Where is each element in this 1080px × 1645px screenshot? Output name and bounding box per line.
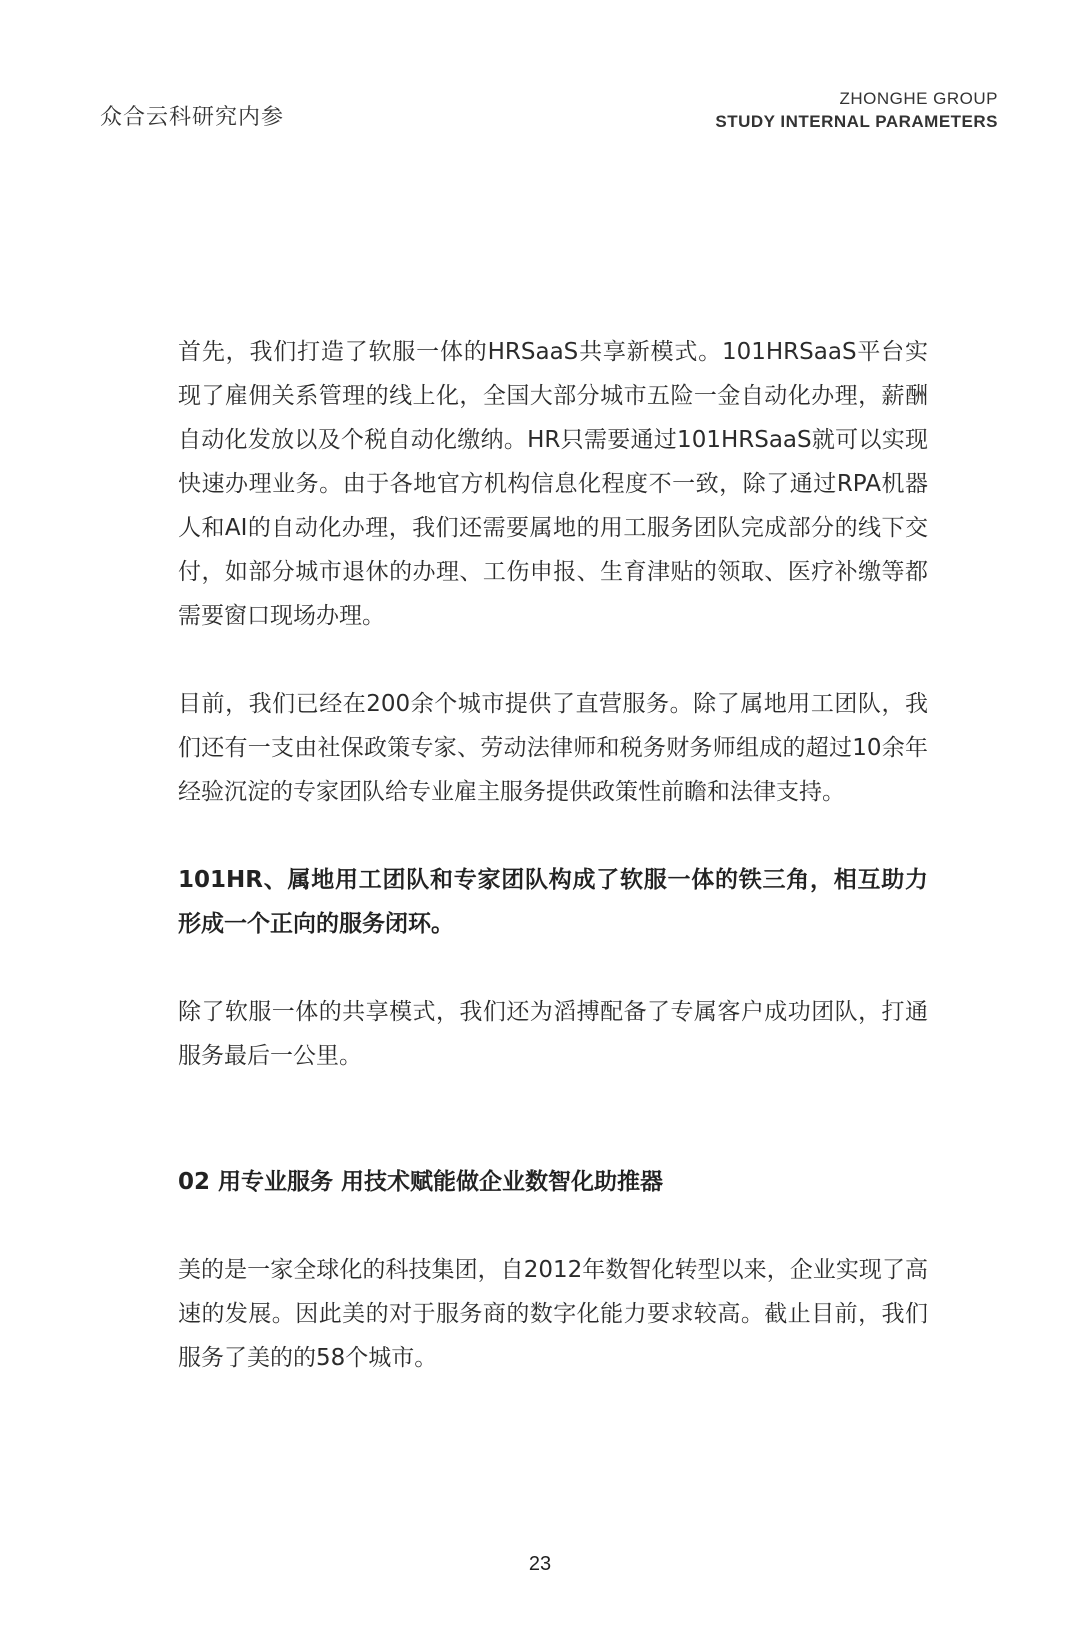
paragraph-intro: 首先，我们打造了软服一体的HRSaaS共享新模式。101HRSaaS平台实现了雇佣关系管理的线上化，全国大部分城市五险一金自动化办理，薪酬自动化发放以及个税自动化缴纳。HR只需要通过101HRSaaS就可以实现快速办理业务。由于各地官方机构信息化程度不一致，除了通过RPA机器人和AI的自动化办理，我们还需要属地的用工服务团队完成部分的线下交付，如部分城市退休的办理、工伤申报、生育津贴的领取、医疗补缴等都需要窗口现场办理。 bbox=[178, 339, 928, 629]
paragraph-midea: 美的是一家全球化的科技集团，自2012年数智化转型以来，企业实现了高速的发展。因此美的对于服务商的数字化能力要求较高。截止目前，我们服务了美的的58个城市。 bbox=[178, 1257, 928, 1371]
publication-title: 众合云科研究内参 bbox=[100, 105, 285, 130]
section-spacer bbox=[178, 1122, 928, 1160]
paragraph-cities: 目前，我们已经在200余个城市提供了直营服务。除了属地用工团队，我们还有一支由社保政策专家、劳动法律师和税务财务师组成的超过10余年经验沉淀的专家团队给专业雇主服务提供政策性前瞻和法律支持。 bbox=[178, 691, 928, 805]
group-name: ZHONGHE GROUP bbox=[839, 89, 998, 108]
article-body bbox=[178, 330, 928, 1424]
section-heading: 02 用专业服务 用技术赋能做企业数智化助推器 bbox=[178, 1169, 664, 1195]
group-subtitle: STUDY INTERNAL PARAMETERS bbox=[715, 112, 998, 131]
publication-header-right bbox=[715, 88, 998, 134]
page-number: 23 bbox=[528, 1553, 552, 1575]
paragraph-highlight: 101HR、属地用工团队和专家团队构成了软服一体的铁三角，相互助力形成一个正向的服务闭环。 bbox=[178, 867, 928, 937]
paragraph-customer-success: 除了软服一体的共享模式，我们还为滔搏配备了专属客户成功团队，打通服务最后一公里。 bbox=[178, 999, 928, 1069]
